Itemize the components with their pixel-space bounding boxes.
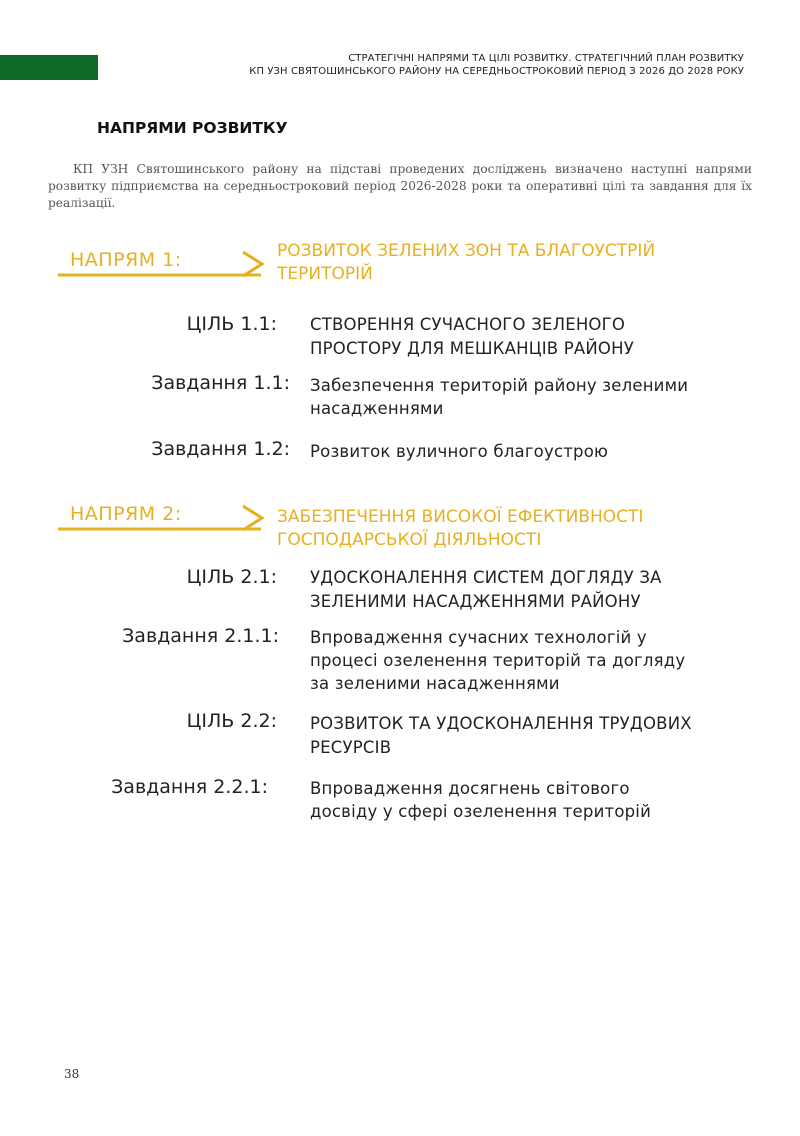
goal-2-2-line-1: РОЗВИТОК ТА УДОСКОНАЛЕННЯ ТРУДОВИХ: [310, 714, 692, 733]
napryam-2-title-line-1: ЗАБЕЗПЕЧЕННЯ ВИСОКОЇ ЕФЕКТИВНОСТІ: [277, 507, 644, 527]
goal-2-2-label: ЦІЛЬ 2.2:: [186, 710, 277, 732]
task-2-2-1-line-1: Впровадження досягнень світового: [310, 779, 630, 798]
task-2-1-1-text: [310, 626, 685, 695]
task-1-1-label: Завдання 1.1:: [151, 372, 290, 394]
goal-2-2-text: [310, 712, 692, 760]
running-header: [249, 52, 744, 78]
task-1-2-line-1: Розвиток вуличного благоустрою: [310, 442, 609, 461]
goal-2-1-label: ЦІЛЬ 2.1:: [186, 566, 277, 588]
goal-1-1-text: [310, 313, 634, 361]
goal-2-1-line-1: УДОСКОНАЛЕННЯ СИСТЕМ ДОГЛЯДУ ЗА: [310, 568, 662, 587]
goal-1-1-line-2: ПРОСТОРУ ДЛЯ МЕШКАНЦІВ РАЙОНУ: [310, 339, 634, 358]
task-2-1-1-line-2: процесі озеленення територій та догляду: [310, 651, 686, 670]
napryam-2-title: [277, 506, 643, 552]
goal-1-1-line-1: СТВОРЕННЯ СУЧАСНОГО ЗЕЛЕНОГО: [310, 315, 626, 334]
intro-paragraph: КП УЗН Святошинського району на підставі проведених досліджень визначено наступні напрями розвитку підприємства на середньостроковий період 2026-2028 роки та оперативні цілі та завдання для їх реалізації.: [48, 162, 752, 210]
header-line-1: СТРАТЕГІЧНІ НАПРЯМИ ТА ЦІЛІ РОЗВИТКУ. СТРАТЕГІЧНИЙ ПЛАН РОЗВИТКУ: [348, 53, 744, 64]
goal-2-1-line-2: ЗЕЛЕНИМИ НАСАДЖЕННЯМИ РАЙОНУ: [310, 592, 641, 611]
section-title: НАПРЯМИ РОЗВИТКУ: [97, 119, 288, 137]
napryam-2-label: НАПРЯМ 2:: [70, 503, 182, 525]
header-line-2: КП УЗН СВЯТОШИНСЬКОГО РАЙОНУ НА СЕРЕДНЬОСТРОКОВИЙ ПЕРІОД З 2026 ДО 2028 РОКУ: [249, 66, 744, 77]
task-2-2-1-text: [310, 777, 651, 823]
goal-2-1-text: [310, 566, 662, 614]
napryam-1-label: НАПРЯМ 1:: [70, 249, 182, 271]
page-number: 38: [64, 1067, 80, 1081]
napryam-1-badge: [56, 245, 276, 281]
napryam-1-title: [277, 240, 655, 286]
task-2-1-1-label: Завдання 2.1.1:: [122, 625, 279, 647]
goal-2-2-line-2: РЕСУРСІВ: [310, 738, 392, 757]
task-2-1-1-line-1: Впровадження сучасних технологій у: [310, 628, 647, 647]
napryam-2-badge: [56, 499, 276, 535]
task-1-1-line-1: Забезпечення територій району зеленими: [310, 376, 689, 395]
goal-1-1-label: ЦІЛЬ 1.1:: [186, 313, 277, 335]
task-1-1-text: [310, 374, 688, 420]
napryam-2-title-line-2: ГОСПОДАРСЬКОЇ ДІЯЛЬНОСТІ: [277, 530, 542, 550]
task-2-2-1-label: Завдання 2.2.1:: [111, 776, 268, 798]
task-1-1-line-2: насадженнями: [310, 399, 444, 418]
brand-green-bar: [0, 55, 98, 80]
task-1-2-label: Завдання 1.2:: [151, 438, 290, 460]
napryam-1-title-line-1: РОЗВИТОК ЗЕЛЕНИХ ЗОН ТА БЛАГОУСТРІЙ: [277, 241, 656, 261]
napryam-1-title-line-2: ТЕРИТОРІЙ: [277, 264, 373, 284]
task-2-2-1-line-2: досвіду у сфері озеленення територій: [310, 802, 651, 821]
task-2-1-1-line-3: за зеленими насадженнями: [310, 674, 560, 693]
task-1-2-text: [310, 440, 608, 463]
